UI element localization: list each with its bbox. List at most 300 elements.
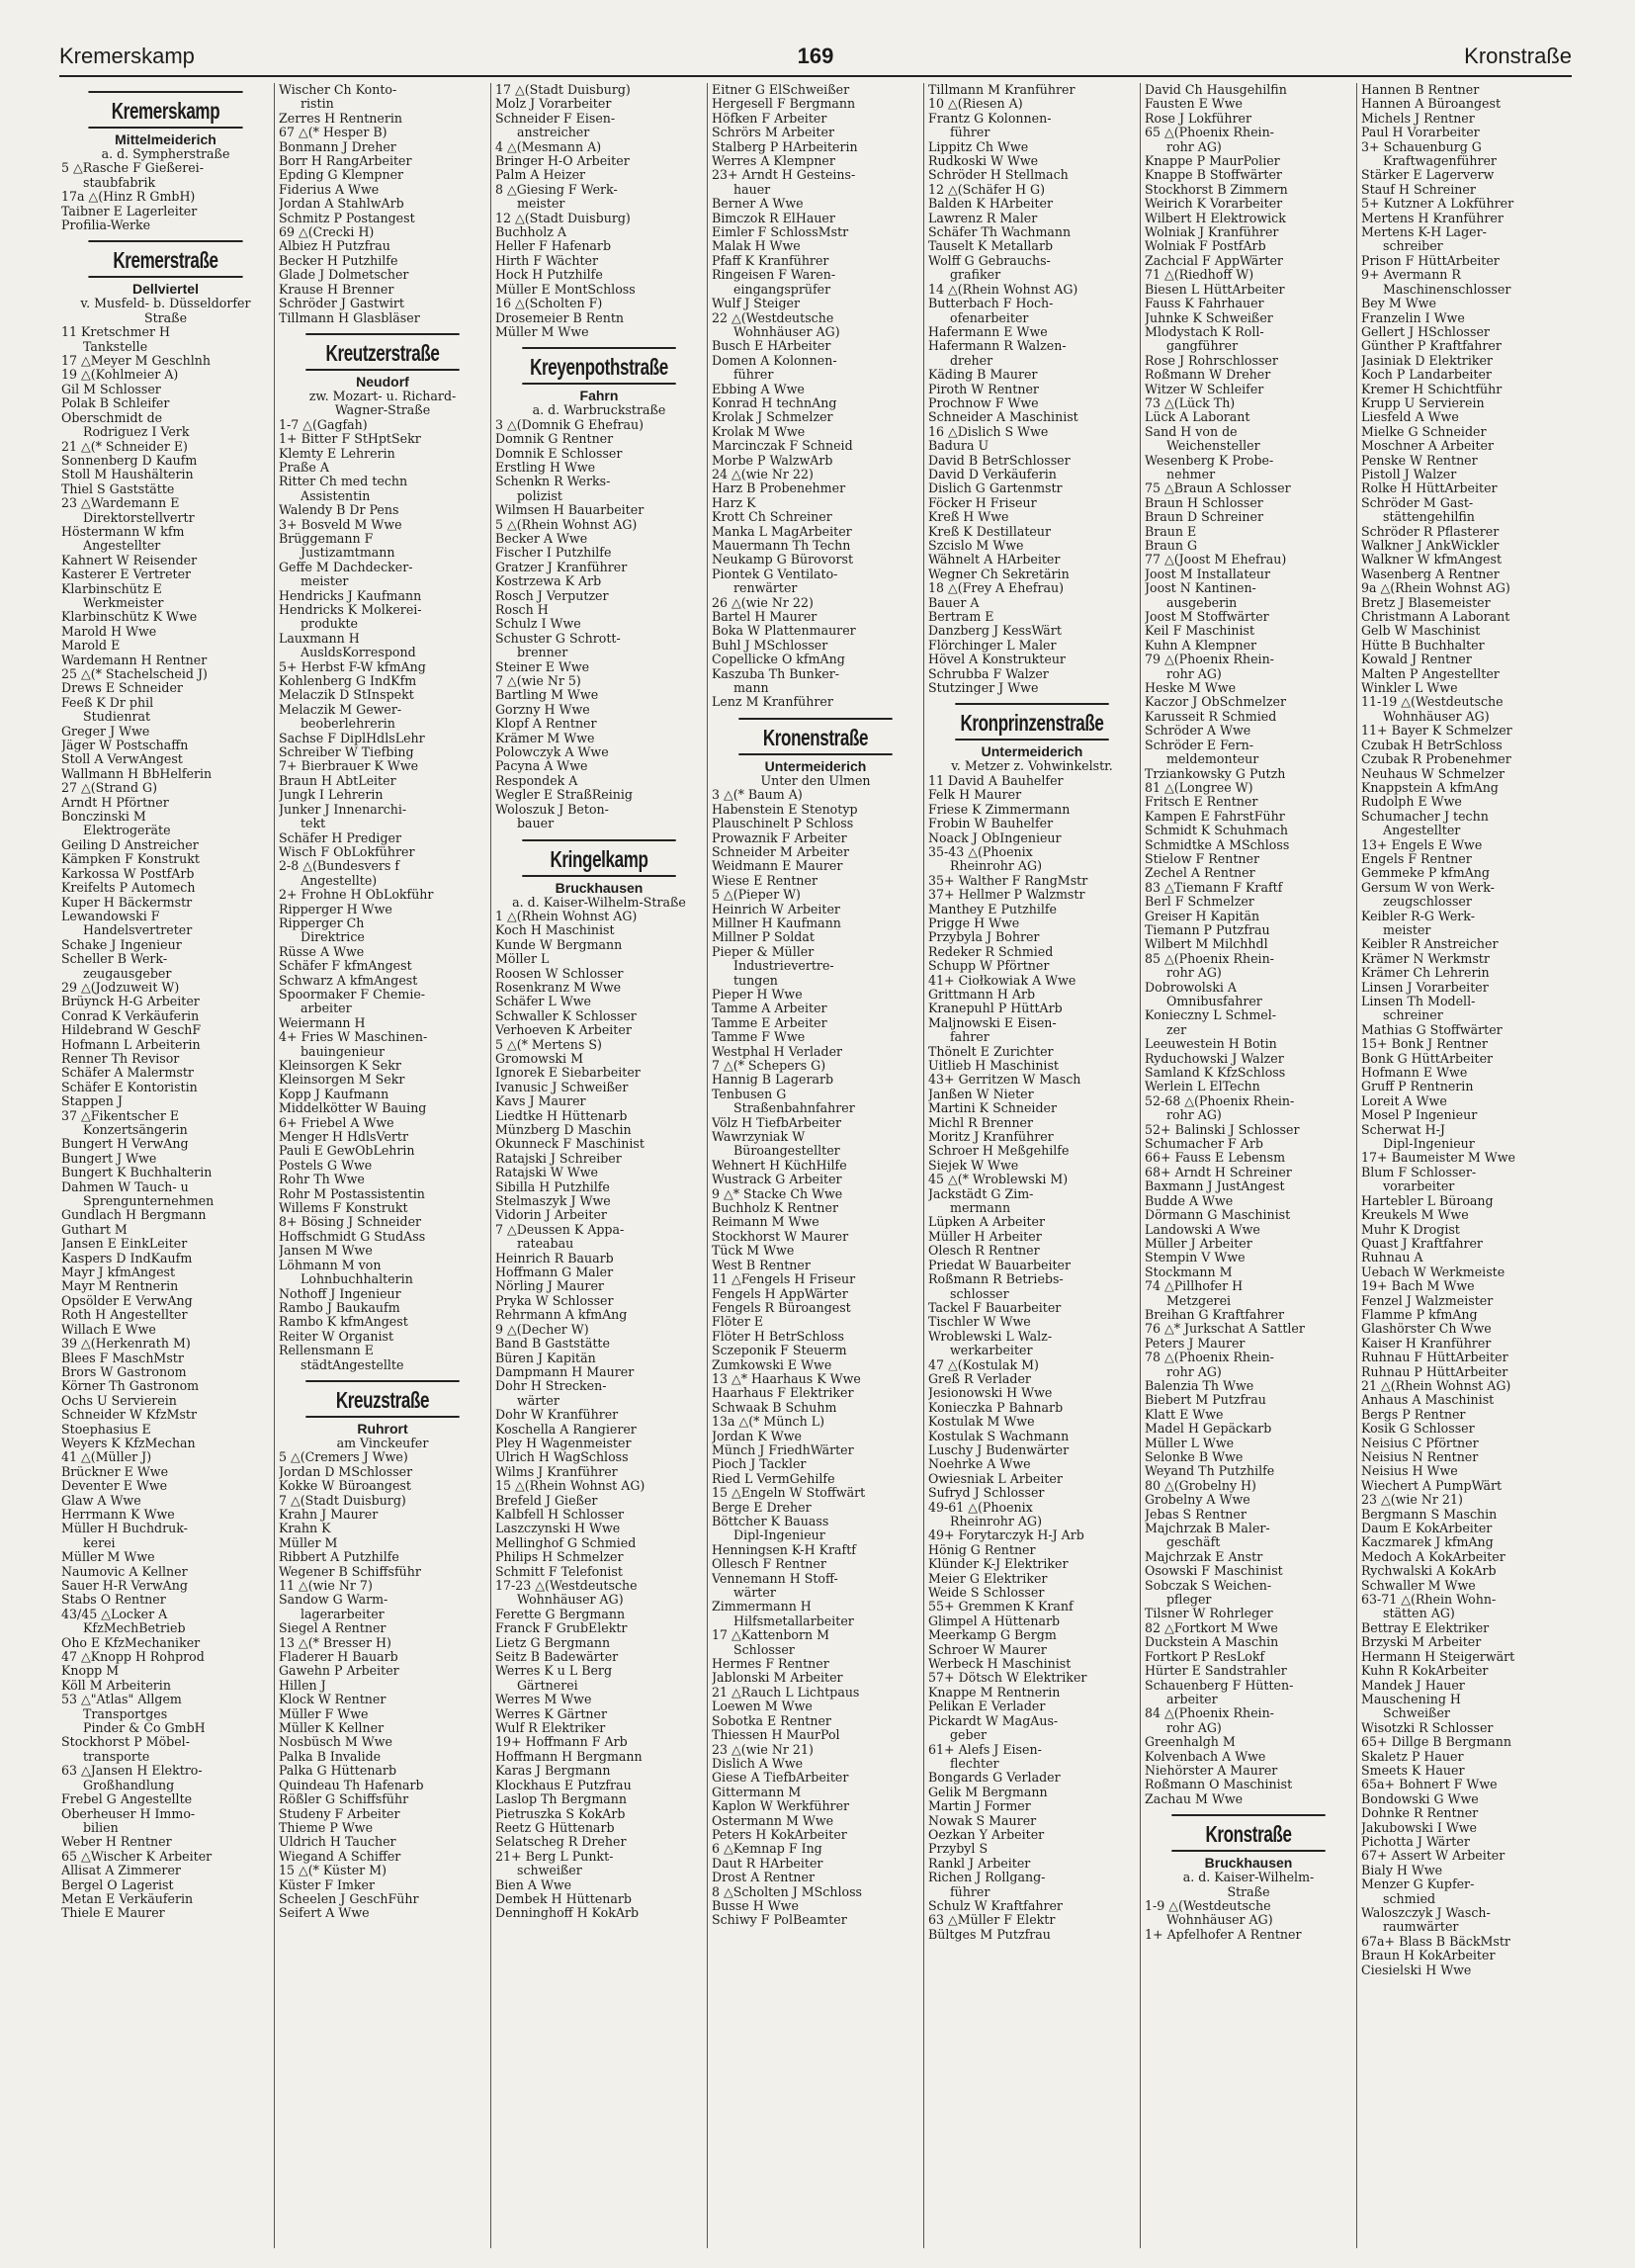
directory-entry: Sobotka E Rentner: [712, 1713, 831, 1728]
entry-continuation: rohr AG): [1166, 139, 1222, 154]
directory-entry: Priedat W Bauarbeiter: [928, 1258, 1072, 1272]
directory-entry: Becker A Wwe: [495, 531, 588, 546]
entry-continuation: grafiker: [950, 268, 1001, 283]
entry-continuation: wärter: [733, 1586, 776, 1601]
directory-entry: Glade J Dolmetscher: [279, 268, 409, 283]
directory-entry: 73 △(Lück Th): [1145, 395, 1236, 410]
directory-entry: Domen A Kolonnen-: [712, 353, 837, 368]
entry-continuation: Studienrat: [83, 710, 151, 725]
directory-entry: Wegler E StraßReinig: [495, 788, 633, 803]
directory-entry: Mayr J kfmAngest: [61, 1265, 176, 1280]
directory-entry: Reetz G Hüttenarb: [495, 1820, 615, 1835]
directory-entry: Flamme P kfmAng: [1361, 1307, 1478, 1322]
directory-entry: 9a △(Rhein Wohnst AG): [1361, 581, 1510, 596]
entry-continuation: geber: [950, 1728, 988, 1743]
directory-entry: Bergel O Lagerist: [61, 1877, 174, 1892]
directory-entry: Schiwy F PolBeamter: [712, 1913, 847, 1928]
directory-entry: Bertram E: [928, 610, 994, 625]
entry-continuation: führer: [950, 126, 990, 140]
district-name: Bruckhausen: [555, 879, 644, 896]
directory-entry: Kaczor J ObSchmelzer: [1145, 695, 1286, 710]
directory-entry: Gellert J HSchlosser: [1361, 324, 1490, 339]
directory-entry: 41+ Ciołkowiak A Wwe: [928, 973, 1076, 988]
district-name: Mittelmeiderich: [115, 131, 216, 147]
directory-entry: 15 △(Rhein Wohnst AG): [495, 1479, 645, 1494]
directory-entry: Osowski F Maschinist: [1145, 1564, 1283, 1579]
directory-entry: Mauermann Th Techn: [712, 539, 851, 553]
directory-entry: Bergmann S Maschin: [1361, 1507, 1498, 1522]
directory-entry: Hannig B Lagerarb: [712, 1073, 834, 1088]
directory-entry: Ruhnau A: [1361, 1251, 1423, 1265]
directory-entry: Stoephasius E: [61, 1422, 151, 1437]
directory-entry: Braun H AbtLeiter: [279, 773, 396, 788]
directory-entry: Witzer W Schleifer: [1145, 382, 1264, 396]
street-heading: Kreyenpothstraße: [522, 347, 675, 385]
directory-entry: Pickardt W MagAus-: [928, 1713, 1059, 1728]
directory-entry: Thieme P Wwe: [279, 1820, 374, 1835]
header-left-keyword: Kremerskamp: [59, 44, 195, 68]
directory-entry: Domnik E Schlosser: [495, 446, 623, 461]
directory-entry: Hartebler L Büroang: [1361, 1193, 1494, 1208]
directory-entry: Tenbusen G: [712, 1087, 787, 1101]
street-location: Straße: [143, 309, 188, 325]
directory-entry: 53 △"Atlas" Allgem: [61, 1693, 182, 1707]
directory-entry: 65a+ Bohnert F Wwe: [1361, 1778, 1498, 1792]
directory-entry: Bonk G HüttArbeiter: [1361, 1051, 1494, 1066]
directory-entry: Czubak H BetrSchloss: [1361, 738, 1503, 752]
directory-entry: Jordan K Wwe: [712, 1429, 802, 1443]
directory-entry: Kostulak M Wwe: [928, 1415, 1035, 1430]
entry-continuation: vorarbeiter: [1383, 1179, 1455, 1194]
directory-entry: Penske W Rentner: [1361, 453, 1478, 468]
directory-entry: Boka W Plattenmaurer: [712, 624, 856, 639]
directory-entry: Ripperger H Wwe: [279, 902, 392, 916]
directory-entry: Keil F Maschinist: [1145, 624, 1255, 639]
directory-entry: 80 △(Grobelny H): [1145, 1478, 1256, 1493]
directory-entry: 6+ Friebel A Wwe: [279, 1115, 394, 1130]
directory-entry: Hannen A Büroangest: [1361, 97, 1502, 112]
directory-entry: Fischer I Putzhilfe: [495, 546, 612, 561]
directory-entry: Bungert J Wwe: [61, 1151, 157, 1166]
directory-entry: Joost N Kantinen-: [1145, 581, 1256, 596]
directory-entry: Knappe M Rentnerin: [928, 1685, 1061, 1700]
directory-entry: Reimann M Wwe: [712, 1215, 819, 1230]
directory-entry: Wilbert H Elektrowick: [1145, 211, 1286, 225]
directory-entry: Berl F Schmelzer: [1145, 895, 1254, 910]
directory-entry: Hoffmann G Maler: [495, 1265, 614, 1280]
directory-entry: Loewen M Wwe: [712, 1700, 813, 1714]
directory-entry: 65 △Wischer K Arbeiter: [61, 1849, 213, 1864]
directory-entry: Rambo J Baukaufm: [279, 1300, 400, 1315]
street-heading: Kringelkamp: [522, 839, 675, 877]
directory-entry: Buchholz A: [495, 225, 566, 240]
directory-entry: Herrmann K Wwe: [61, 1507, 175, 1522]
directory-entry: 67 △(* Hesper B): [279, 126, 387, 140]
directory-entry: 10 △(Riesen A): [928, 97, 1023, 112]
directory-entry: Glashörster Ch Wwe: [1361, 1322, 1492, 1337]
directory-entry: Müller M Wwe: [61, 1550, 155, 1565]
directory-entry: Badura U: [928, 439, 990, 454]
directory-entry: 76 △* Jurkschat A Sattler: [1145, 1322, 1305, 1337]
directory-entry: Müller H Arbeiter: [928, 1229, 1042, 1244]
directory-entry: Pichotta J Wärter: [1361, 1834, 1470, 1849]
directory-entry: Malak H Wwe: [712, 239, 801, 254]
directory-entry: Pioch J Tackler: [712, 1457, 807, 1472]
directory-entry: Selatscheg R Dreher: [495, 1835, 627, 1850]
directory-entry: 14 △(Rhein Wohnst AG): [928, 282, 1078, 297]
entry-continuation: pfleger: [1166, 1593, 1212, 1608]
directory-entry: Kasterer E Vertreter: [61, 567, 192, 582]
directory-entry: 74 △Pillhofer H: [1145, 1279, 1244, 1294]
directory-entry: Hillen J: [279, 1678, 326, 1693]
entry-continuation: mann: [733, 681, 769, 696]
directory-entry: Kaszuba Th Bunker-: [712, 666, 840, 681]
directory-entry: Berner A Wwe: [712, 197, 804, 212]
directory-entry: Wiechert A PumpWärt: [1361, 1478, 1503, 1493]
directory-entry: Fritsch E Rentner: [1145, 795, 1258, 810]
directory-entry: Ciesielski H Wwe: [1361, 1963, 1472, 1977]
directory-entry: 81 △(Longree W): [1145, 780, 1253, 795]
directory-entry: Braun H Schlosser: [1145, 495, 1263, 510]
entry-continuation: Wohnhäuser AG): [1166, 1913, 1273, 1928]
directory-entry: 67a+ Blass B BäckMstr: [1361, 1934, 1510, 1949]
directory-entry: Hermes F Rentner: [712, 1657, 829, 1672]
directory-entry: 5 △(Cremers J Wwe): [279, 1450, 408, 1465]
directory-entry: Domnik G Rentner: [495, 432, 614, 447]
directory-entry: Gorzny H Wwe: [495, 702, 590, 717]
directory-entry: Prison F HüttArbeiter: [1361, 253, 1500, 268]
directory-entry: Rychwalski A KokArb: [1361, 1564, 1497, 1579]
directory-entry: Middelkötter W Bauing: [279, 1101, 427, 1116]
directory-entry: Dahmen W Tauch- u: [61, 1179, 189, 1194]
directory-entry: Gelb W Maschinist: [1361, 624, 1481, 639]
directory-entry: Butterbach F Hoch-: [928, 297, 1054, 311]
directory-entry: Deventer E Wwe: [61, 1479, 168, 1494]
directory-entry: Knappe P MaurPolier: [1145, 154, 1280, 169]
directory-entry: Wähnelt A HArbeiter: [928, 553, 1061, 567]
directory-entry: Bondowski G Wwe: [1361, 1791, 1479, 1806]
directory-entry: Wiese E Rentner: [712, 873, 818, 888]
directory-entry: 9 △* Stacke Ch Wwe: [712, 1186, 843, 1201]
directory-entry: Krahn J Maurer: [279, 1507, 379, 1522]
page-header: [59, 44, 1572, 75]
directory-entry: Woloszuk J Beton-: [495, 802, 609, 817]
directory-entry: Günther P Kraftfahrer: [1361, 339, 1502, 354]
directory-entry: Nosbüsch M Wwe: [279, 1735, 392, 1750]
directory-entry: Schneider M Arbeiter: [712, 844, 850, 859]
directory-entry: Ringeisen F Waren-: [712, 268, 836, 283]
directory-entry: Kremer H Schichtführ: [1361, 382, 1503, 396]
directory-entry: Prochnow F Wwe: [928, 395, 1039, 410]
directory-entry: Dohr W Kranführer: [495, 1408, 619, 1423]
entry-continuation: Industrievertre-: [733, 959, 834, 974]
directory-entry: Schröder J Gastwirt: [279, 297, 404, 311]
entry-continuation: arbeiter: [1166, 1692, 1218, 1706]
directory-entry: Lauxmann H: [279, 631, 360, 646]
directory-entry: 2+ Frohne H ObLokführ: [279, 888, 434, 903]
directory-entry: Nowak S Maurer: [928, 1813, 1037, 1828]
directory-entry: 45 △(* Wroblewski M): [928, 1173, 1069, 1187]
directory-entry: Karusseit R Schmied: [1145, 709, 1277, 724]
directory-column-5: [923, 83, 1140, 2248]
directory-entry: Luschy J Budenwärter: [928, 1442, 1070, 1457]
directory-entry: Wolniak F PostfArb: [1145, 239, 1266, 254]
directory-entry: Heinrich R Bauarb: [495, 1251, 614, 1265]
directory-entry: David B BetrSchlosser: [928, 453, 1071, 468]
directory-entry: Hafermann R Walzen-: [928, 339, 1067, 354]
directory-entry: Polowczyk A Wwe: [495, 745, 609, 760]
directory-entry: Breihan G Kraftfahrer: [1145, 1307, 1284, 1322]
directory-entry: Roßmann O Maschinist: [1145, 1778, 1293, 1792]
entry-continuation: Rheinrohr AG): [950, 859, 1042, 874]
directory-entry: Ritter Ch med techn: [279, 475, 408, 489]
directory-entry: Molz J Vorarbeiter: [495, 97, 612, 112]
directory-entry: Scheelen J GeschFühr: [279, 1891, 419, 1906]
directory-entry: 11 David A Bauhelfer: [928, 773, 1064, 788]
directory-entry: Tamme E Arbeiter: [712, 1015, 827, 1030]
directory-entry: Renner Th Revisor: [61, 1051, 180, 1066]
entry-continuation: Tankstelle: [83, 339, 148, 354]
directory-entry: Schumacher J techn: [1361, 809, 1489, 824]
directory-entry: 13 △* Haarhaus K Wwe: [712, 1371, 861, 1386]
directory-entry: Lenz M Kranführer: [712, 695, 833, 710]
directory-entry: Karas J Bergmann: [495, 1764, 611, 1779]
directory-entry: Lüpken A Arbeiter: [928, 1215, 1046, 1230]
directory-entry: 26 △(wie Nr 22): [712, 595, 814, 610]
header-rule: [59, 75, 1572, 77]
directory-entry: Kuhn A Klempner: [1145, 638, 1257, 653]
entry-continuation: lagerarbeiter: [301, 1607, 385, 1621]
entry-continuation: bauingenieur: [301, 1044, 386, 1059]
directory-entry: Bimczok R ElHauer: [712, 211, 835, 225]
entry-continuation: Weichensteller: [1166, 439, 1260, 454]
district-name: Neudorf: [356, 373, 409, 390]
directory-entry: Hoffmann H Bergmann: [495, 1749, 643, 1764]
directory-entry: Ostermann M Wwe: [712, 1813, 834, 1828]
directory-entry: 13a △(* Münch L): [712, 1415, 824, 1430]
entry-continuation: rohr AG): [1166, 666, 1222, 681]
directory-entry: Kopp J Kaufmann: [279, 1087, 389, 1101]
directory-entry: Müller M Wwe: [495, 324, 589, 339]
street-heading: Kronstraße: [1171, 1814, 1325, 1852]
directory-entry: Tauselt K Metallarb: [928, 239, 1054, 254]
directory-entry: Reiter W Organist: [279, 1329, 394, 1344]
directory-entry: Klatt E Wwe: [1145, 1407, 1224, 1422]
directory-entry: Klarbinschütz K Wwe: [61, 610, 198, 625]
directory-entry: Profilia-Werke: [61, 218, 151, 233]
directory-entry: Pelikan E Verlader: [928, 1700, 1046, 1714]
directory-entry: Hermann H Steigerwärt: [1361, 1649, 1515, 1664]
directory-entry: Bartling M Wwe: [495, 688, 599, 703]
directory-entry: Quindeau Th Hafenarb: [279, 1778, 424, 1792]
directory-entry: Fenzel J Walzmeister: [1361, 1293, 1494, 1308]
directory-entry: Anhaus A Maschinist: [1361, 1393, 1495, 1408]
directory-entry: Biebert M Putzfrau: [1145, 1393, 1266, 1408]
directory-column-1: [57, 83, 274, 2248]
directory-entry: Nörling J Maurer: [495, 1279, 604, 1294]
directory-entry: 39 △(Herkenrath M): [61, 1337, 191, 1352]
entry-continuation: Rodriguez I Verk: [83, 425, 190, 440]
directory-entry: Stockmann M: [1145, 1265, 1233, 1279]
directory-entry: Flöter H BetrSchloss: [712, 1329, 844, 1344]
directory-entry: Opsölder E VerwAng: [61, 1293, 193, 1308]
directory-entry: Mellinghof G Schmied: [495, 1535, 637, 1550]
directory-entry: Sonnenberg D Kaufm: [61, 453, 198, 468]
entry-continuation: rateabau: [517, 1237, 574, 1252]
entry-continuation: tungen: [733, 973, 778, 988]
entry-continuation: renwärter: [733, 581, 798, 596]
directory-entry: Schneider A Maschinist: [928, 410, 1078, 425]
directory-entry: Samland K KfzSchloss: [1145, 1066, 1286, 1081]
directory-entry: Walkner J AnkWickler: [1361, 539, 1500, 553]
directory-entry: Mayr M Rentnerin: [61, 1279, 179, 1294]
directory-entry: Zumkowski E Wwe: [712, 1357, 832, 1372]
directory-entry: 13+ Engels E Wwe: [1361, 837, 1483, 852]
directory-entry: Konieczka P Bahnarb: [928, 1400, 1064, 1415]
directory-entry: Piroth W Rentner: [928, 382, 1039, 396]
directory-entry: Plauschinelt P Schloss: [712, 817, 854, 831]
entry-continuation: AusldsKorrespond: [301, 646, 416, 660]
entry-continuation: Sprengunternehmen: [83, 1194, 215, 1209]
directory-entry: Mielke G Schneider: [1361, 424, 1487, 439]
directory-entry: 2-8 △(Bundesvers f: [279, 859, 400, 874]
directory-entry: Pietruszka S KokArb: [495, 1806, 626, 1821]
directory-entry: 3+ Bosveld M Wwe: [279, 517, 402, 532]
entry-continuation: schreiber: [1383, 239, 1443, 254]
directory-entry: Ripperger Ch: [279, 916, 365, 930]
directory-entry: Zachau M Wwe: [1145, 1791, 1244, 1806]
entry-continuation: Werkmeister: [83, 595, 164, 610]
directory-entry: Ferette G Bergmann: [495, 1607, 626, 1621]
directory-entry: Seifert A Wwe: [279, 1906, 370, 1921]
directory-entry: Krämer Ch Lehrerin: [1361, 966, 1490, 981]
entry-continuation: beoberlehrerin: [301, 717, 395, 732]
directory-entry: Keibler R-G Werk-: [1361, 909, 1475, 923]
street-location: zw. Mozart- u. Richard-: [308, 388, 457, 403]
directory-entry: Wroblewski L Walz-: [928, 1329, 1053, 1344]
directory-entry: Palka G Hüttenarb: [279, 1764, 397, 1779]
directory-entry: Peters H KokArbeiter: [712, 1827, 847, 1842]
entry-continuation: meister: [1383, 922, 1431, 937]
directory-entry: Malten P Angestellter: [1361, 666, 1500, 681]
directory-entry: Müller H Buchdruk-: [61, 1522, 188, 1536]
entry-continuation: schlosser: [950, 1286, 1009, 1301]
entry-continuation: Direktorstellvertr: [83, 510, 195, 525]
directory-entry: Wawrzyniak W: [712, 1130, 806, 1145]
directory-entry: Roosen W Schlosser: [495, 966, 624, 981]
directory-entry: Rohr M Postassistentin: [279, 1186, 425, 1201]
directory-entry: Knappstein A kfmAng: [1361, 780, 1499, 795]
directory-entry: 12 △(Stadt Duisburg): [495, 211, 631, 225]
directory-entry: Gersum W von Werk-: [1361, 880, 1495, 895]
directory-entry: Palka B Invalide: [279, 1749, 382, 1764]
directory-entry: Jordan D MSchlosser: [279, 1464, 413, 1479]
directory-entry: Stockhorst B Zimmern: [1145, 182, 1288, 197]
directory-entry: Drost A Rentner: [712, 1871, 816, 1885]
directory-entry: Michels J Rentner: [1361, 111, 1475, 126]
directory-entry: Bonczinski M: [61, 810, 146, 825]
directory-entry: Vennemann H Stoff-: [712, 1571, 838, 1586]
directory-entry: Prigge H Wwe: [928, 916, 1020, 930]
directory-entry: Becker H Putzhilfe: [279, 253, 398, 268]
directory-entry: Schmidtke A MSchloss: [1145, 837, 1290, 852]
directory-entry: 35+ Walther F RangMstr: [928, 873, 1088, 888]
directory-entry: 49+ Forytarczyk H-J Arb: [928, 1528, 1084, 1543]
directory-entry: Neisius N Rentner: [1361, 1450, 1479, 1464]
entry-continuation: geschäft: [1166, 1535, 1221, 1550]
entry-continuation: tekt: [301, 817, 326, 831]
directory-entry: Stalberg P HArbeiterin: [712, 139, 858, 154]
directory-entry: Zechel A Rentner: [1145, 866, 1255, 881]
directory-entry: Tück M Wwe: [712, 1244, 795, 1259]
directory-entry: Rose J Lokführer: [1145, 111, 1251, 126]
directory-entry: Weirich K Vorarbeiter: [1145, 197, 1283, 212]
directory-entry: Martini K Schneider: [928, 1101, 1057, 1116]
directory-entry: Müller L Wwe: [1145, 1436, 1235, 1450]
directory-entry: 23 △Wardemann E: [61, 496, 180, 511]
directory-entry: Rudkoski W Wwe: [928, 154, 1039, 169]
directory-entry: 8+ Bösing J Schneider: [279, 1215, 422, 1230]
directory-entry: Palm A Heizer: [495, 168, 586, 183]
directory-entry: Ratajski W Wwe: [495, 1166, 599, 1180]
directory-entry: Schwarz A kfmAngest: [279, 973, 418, 988]
directory-entry: Przybyl S: [928, 1842, 989, 1857]
directory-entry: Tischler W Wwe: [928, 1315, 1031, 1330]
directory-entry: 47 △(Kostulak M): [928, 1357, 1039, 1372]
directory-entry: Ignorek E Siebarbeiter: [495, 1066, 641, 1081]
directory-entry: Dörmann G Maschinist: [1145, 1208, 1291, 1223]
directory-entry: Hergesell F Bergmann: [712, 97, 856, 112]
entry-continuation: stätten AG): [1383, 1607, 1455, 1621]
entry-continuation: zeugschlosser: [1383, 895, 1472, 910]
directory-entry: Linsen J Vorarbeiter: [1361, 980, 1489, 995]
street-heading: Kreuzstraße: [305, 1380, 459, 1418]
directory-entry: 52+ Balinski J Schlosser: [1145, 1122, 1300, 1137]
directory-entry: Weiermann H: [279, 1015, 366, 1030]
directory-entry: Moritz J Kranführer: [928, 1130, 1054, 1145]
directory-entry: Käding B Maurer: [928, 368, 1038, 383]
entry-continuation: schmied: [1383, 1891, 1436, 1906]
directory-entry: Friese K Zimmermann: [928, 802, 1071, 817]
directory-entry: Harz B Probenehmer: [712, 481, 846, 496]
directory-entry: Schwaller M Wwe: [1361, 1578, 1476, 1593]
directory-entry: Baxmann J JustAngest: [1145, 1179, 1285, 1194]
directory-entry: 4 △(Mesmann A): [495, 139, 602, 154]
directory-entry: 47 △Knopp H Rohprod: [61, 1650, 205, 1665]
entry-continuation: Elektrogeräte: [83, 824, 171, 838]
directory-entry: Siegel A Rentner: [279, 1621, 387, 1636]
directory-entry: Hock H Putzhilfe: [495, 268, 603, 283]
directory-entry: 5 △(Rhein Wohnst AG): [495, 517, 638, 532]
directory-entry: Bartel H Maurer: [712, 610, 818, 625]
directory-entry: Albiez H Putzfrau: [279, 239, 390, 254]
directory-entry: Pryka W Schlosser: [495, 1293, 614, 1308]
directory-entry: 63 △Müller F Elektr: [928, 1913, 1056, 1928]
directory-entry: Winkler L Wwe: [1361, 681, 1458, 696]
directory-entry: Stelmaszyk J Wwe: [495, 1194, 611, 1209]
directory-entry: Konieczny L Schmel-: [1145, 1008, 1276, 1023]
directory-entry: Müller E MontSchloss: [495, 282, 636, 297]
directory-entry: Schmitz P Postangest: [279, 211, 415, 225]
directory-entry: Jasiniak D Elektriker: [1361, 353, 1493, 368]
directory-entry: Kokke W Büroangest: [279, 1479, 411, 1494]
directory-entry: Wolniak J Kranführer: [1145, 225, 1279, 240]
entry-continuation: Wohnhäuser AG): [517, 1593, 624, 1608]
directory-entry: Ried L VermGehilfe: [712, 1471, 835, 1486]
directory-entry: 78 △(Phoenix Rhein-: [1145, 1351, 1274, 1365]
directory-entry: Küster F Imker: [279, 1877, 376, 1892]
directory-entry: Menger H HdlsVertr: [279, 1130, 409, 1145]
